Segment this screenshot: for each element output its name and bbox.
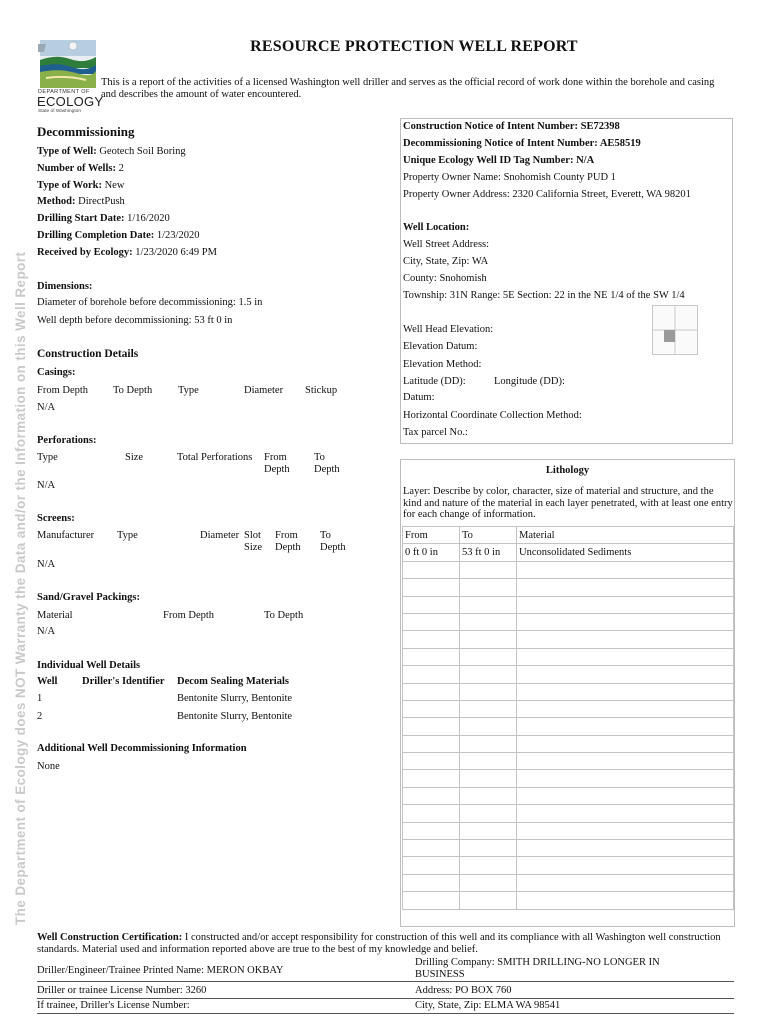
- individual-well-heading: Individual Well Details: [37, 660, 141, 671]
- lithology-row: [403, 579, 734, 596]
- packings-col-material: Material: [37, 610, 73, 621]
- tax-parcel: Tax parcel No.:: [403, 427, 468, 438]
- lithology-row: [403, 787, 734, 804]
- logo-line2: ECOLOGY: [37, 94, 104, 109]
- type-of-well: Type of Well: Geotech Soil Boring: [37, 146, 186, 157]
- lithology-cell-from: [403, 718, 460, 735]
- company-address: Address: PO BOX 760: [415, 985, 512, 996]
- lithology-cell-material: [517, 857, 734, 874]
- lithology-cell-to: [460, 648, 517, 665]
- additional-info-heading: Additional Well Decommissioning Information: [37, 743, 247, 754]
- drilling-company: Drilling Company: SMITH DRILLING-NO LONGER IN BUSINESS: [415, 957, 660, 980]
- lithology-cell-from: [403, 857, 460, 874]
- lithology-cell-to: [460, 735, 517, 752]
- perforations-col-type: Type: [37, 452, 58, 463]
- lithology-cell-material: [517, 718, 734, 735]
- lithology-col-to: To: [460, 527, 517, 544]
- latitude: Latitude (DD):: [403, 376, 466, 387]
- horizontal-collection-method: Horizontal Coordinate Collection Method:: [403, 410, 582, 421]
- lithology-cell-to: [460, 753, 517, 770]
- perforations-value: N/A: [37, 480, 56, 491]
- signature-line-1: [37, 981, 734, 982]
- borehole-diameter: Diameter of borehole before decommissioning: 1.5 in: [37, 297, 263, 308]
- lithology-cell-from: 0 ft 0 in: [403, 544, 460, 561]
- lithology-cell-to: [460, 666, 517, 683]
- lithology-cell-material: [517, 631, 734, 648]
- lithology-row: [403, 544, 734, 561]
- lithology-cell-from: [403, 561, 460, 578]
- screens-heading: Screens:: [37, 513, 75, 524]
- lithology-row: [403, 892, 734, 909]
- screens-col-type: Type: [117, 530, 138, 541]
- lithology-cell-to: [460, 787, 517, 804]
- printed-name: Driller/Engineer/Trainee Printed Name: MERON OKBAY: [37, 965, 284, 976]
- lithology-cell-to: [460, 805, 517, 822]
- lithology-cell-to: [460, 631, 517, 648]
- lithology-cell-material: [517, 840, 734, 857]
- lithology-cell-to: [460, 840, 517, 857]
- lithology-cell-to: [460, 822, 517, 839]
- lithology-cell-material: [517, 561, 734, 578]
- lithology-heading: Lithology: [545, 465, 590, 476]
- lithology-cell-from: [403, 579, 460, 596]
- well-tag-number: Unique Ecology Well ID Tag Number: N/A: [403, 155, 595, 166]
- lithology-cell-from: [403, 735, 460, 752]
- lithology-cell-to: [460, 770, 517, 787]
- lithology-row: [403, 666, 734, 683]
- lithology-table: [402, 526, 734, 910]
- lithology-cell-to: [460, 683, 517, 700]
- logo-line3: State of Washington: [38, 109, 82, 114]
- construction-details-heading: Construction Details: [37, 348, 139, 360]
- individual-row-2-well: 2: [37, 711, 43, 722]
- lithology-row: [403, 840, 734, 857]
- section-grid: [652, 305, 698, 355]
- watermark-text: The Department of Ecology does NOT Warranty the Data and/or the Information on this Well Report: [13, 251, 28, 925]
- lithology-row: [403, 613, 734, 630]
- casings-col-from: From Depth: [37, 385, 89, 396]
- lithology-cell-from: [403, 770, 460, 787]
- packings-heading: Sand/Gravel Packings:: [37, 592, 140, 603]
- logo-line1: DEPARTMENT OF: [38, 89, 90, 95]
- lithology-cell-to: 53 ft 0 in: [460, 544, 517, 561]
- lithology-cell-from: [403, 874, 460, 891]
- lithology-cell-to: [460, 718, 517, 735]
- lithology-cell-to: [460, 579, 517, 596]
- lithology-cell-material: [517, 700, 734, 717]
- report-title: RESOURCE PROTECTION WELL REPORT: [250, 38, 578, 55]
- lithology-table-body: [403, 527, 734, 910]
- well-street-address: Well Street Address:: [403, 239, 490, 250]
- quarter-section-grid-icon: [652, 305, 698, 355]
- company-city: City, State, Zip: ELMA WA 98541: [415, 1000, 561, 1011]
- lithology-cell-material: [517, 770, 734, 787]
- lithology-cell-from: [403, 683, 460, 700]
- lithology-row: [403, 822, 734, 839]
- lithology-description: Layer: Describe by color, character, size of material and structure, and the kind and nature of the material in each layer penetrated, with at least one entry for each change of information.: [403, 486, 733, 520]
- elevation-method: Elevation Method:: [403, 359, 482, 370]
- lithology-cell-material: [517, 787, 734, 804]
- perforations-col-total: Total Perforations: [177, 452, 253, 463]
- lithology-cell-to: [460, 892, 517, 909]
- certification-text: Well Construction Certification: I constructed and/or accept responsibility for construction of this well and its compliance with all Washington well construction standards. Material used and information reported above are true to the best of my knowledge and belief.: [37, 932, 721, 955]
- perforations-col-size: Size: [125, 452, 144, 463]
- packings-col-to: To Depth: [264, 610, 304, 621]
- lithology-header-row: [403, 527, 734, 544]
- drilling-completion-date: Drilling Completion Date: 1/23/2020: [37, 230, 200, 241]
- lithology-row: [403, 753, 734, 770]
- casings-col-type: Type: [178, 385, 199, 396]
- lithology-row: [403, 805, 734, 822]
- construction-notice: Construction Notice of Intent Number: SE72398: [403, 121, 620, 132]
- individual-row-1-well: 1: [37, 693, 43, 704]
- lithology-cell-from: [403, 700, 460, 717]
- city-state-zip: City, State, Zip: WA: [403, 256, 489, 267]
- property-owner-name: Property Owner Name: Snohomish County PUD 1: [403, 172, 616, 183]
- packings-col-from: From Depth: [163, 610, 215, 621]
- packings-value: N/A: [37, 626, 56, 637]
- lithology-cell-material: [517, 753, 734, 770]
- well-location-heading: Well Location:: [403, 222, 470, 233]
- elevation-datum: Elevation Datum:: [403, 341, 478, 352]
- lithology-row: [403, 770, 734, 787]
- lithology-row: [403, 718, 734, 735]
- lithology-cell-material: [517, 735, 734, 752]
- township-range-section: Township: 31N Range: 5E Section: 22 in the NE 1/4 of the SW 1/4: [403, 290, 685, 301]
- lithology-cell-to: [460, 700, 517, 717]
- screens-col-manufacturer: Manufacturer: [37, 530, 95, 541]
- county: County: Snohomish: [403, 273, 487, 284]
- lithology-cell-material: [517, 666, 734, 683]
- signature-line-3: [37, 1013, 734, 1014]
- longitude: Longitude (DD):: [494, 376, 565, 387]
- screens-col-from: From Depth: [275, 530, 301, 553]
- driller-license: Driller or trainee License Number: 3260: [37, 985, 207, 996]
- lithology-cell-to: [460, 613, 517, 630]
- perforations-col-from: From Depth: [264, 452, 290, 475]
- lithology-cell-from: [403, 753, 460, 770]
- lithology-cell-from: [403, 840, 460, 857]
- dimensions-heading: Dimensions:: [37, 281, 93, 292]
- lithology-row: [403, 561, 734, 578]
- lithology-cell-material: [517, 596, 734, 613]
- individual-col-well: Well: [37, 676, 58, 687]
- well-head-elevation: Well Head Elevation:: [403, 324, 494, 335]
- lithology-row: [403, 874, 734, 891]
- lithology-cell-material: [517, 613, 734, 630]
- lithology-row: [403, 648, 734, 665]
- lithology-cell-material: [517, 874, 734, 891]
- property-owner-address: Property Owner Address: 2320 California Street, Everett, WA 98201: [403, 189, 691, 200]
- well-depth: Well depth before decommissioning: 53 ft 0 in: [37, 315, 233, 326]
- lithology-cell-material: Unconsolidated Sediments: [517, 544, 734, 561]
- screens-value: N/A: [37, 559, 56, 570]
- decommissioning-notice: Decommissioning Notice of Intent Number: AE58519: [403, 138, 641, 149]
- lithology-row: [403, 683, 734, 700]
- screens-col-to: To Depth: [320, 530, 346, 553]
- number-of-wells: Number of Wells: 2: [37, 163, 124, 174]
- screens-col-slot: Slot Size: [244, 530, 263, 553]
- individual-col-materials: Decom Sealing Materials: [177, 676, 289, 687]
- perforations-col-to: To Depth: [314, 452, 340, 475]
- datum: Datum:: [403, 392, 435, 403]
- lithology-row: [403, 631, 734, 648]
- casings-heading: Casings:: [37, 367, 76, 378]
- lithology-row: [403, 596, 734, 613]
- drilling-start-date: Drilling Start Date: 1/16/2020: [37, 213, 170, 224]
- lithology-cell-to: [460, 596, 517, 613]
- lithology-cell-from: [403, 787, 460, 804]
- lithology-row: [403, 700, 734, 717]
- lithology-cell-from: [403, 822, 460, 839]
- lithology-cell-to: [460, 874, 517, 891]
- trainee-license: If trainee, Driller's License Number:: [37, 1000, 190, 1011]
- individual-row-2-material: Bentonite Slurry, Bentonite: [177, 711, 293, 722]
- lithology-cell-from: [403, 596, 460, 613]
- lithology-cell-from: [403, 613, 460, 630]
- lithology-col-from: From: [403, 527, 460, 544]
- additional-info-value: None: [37, 761, 60, 772]
- lithology-cell-to: [460, 857, 517, 874]
- casings-value: N/A: [37, 402, 56, 413]
- lithology-cell-material: [517, 683, 734, 700]
- screens-col-diameter: Diameter: [200, 530, 240, 541]
- lithology-cell-from: [403, 666, 460, 683]
- lithology-row: [403, 857, 734, 874]
- casings-col-diameter: Diameter: [244, 385, 284, 396]
- individual-row-1-material: Bentonite Slurry, Bentonite: [177, 693, 293, 704]
- lithology-cell-material: [517, 579, 734, 596]
- lithology-cell-material: [517, 822, 734, 839]
- signature-line-2: [37, 998, 734, 999]
- decommissioning-heading: Decommissioning: [37, 124, 135, 139]
- lithology-row: [403, 735, 734, 752]
- individual-col-identifier: Driller's Identifier: [82, 676, 165, 687]
- casings-col-to: To Depth: [113, 385, 153, 396]
- received-by-ecology: Received by Ecology: 1/23/2020 6:49 PM: [37, 247, 217, 258]
- lithology-cell-from: [403, 631, 460, 648]
- lithology-cell-from: [403, 648, 460, 665]
- lithology-cell-from: [403, 805, 460, 822]
- lithology-cell-material: [517, 648, 734, 665]
- report-intro: This is a report of the activities of a licensed Washington well driller and serves as the official record of work done within the borehole and casing and describes the amount of water encountered.: [101, 77, 715, 100]
- type-of-work: Type of Work: New: [37, 180, 125, 191]
- casings-col-stickup: Stickup: [305, 385, 338, 396]
- lithology-col-material: Material: [517, 527, 734, 544]
- lithology-cell-material: [517, 892, 734, 909]
- perforations-heading: Perforations:: [37, 435, 97, 446]
- method: Method: DirectPush: [37, 196, 125, 207]
- lithology-cell-material: [517, 805, 734, 822]
- lithology-cell-to: [460, 561, 517, 578]
- lithology-cell-from: [403, 892, 460, 909]
